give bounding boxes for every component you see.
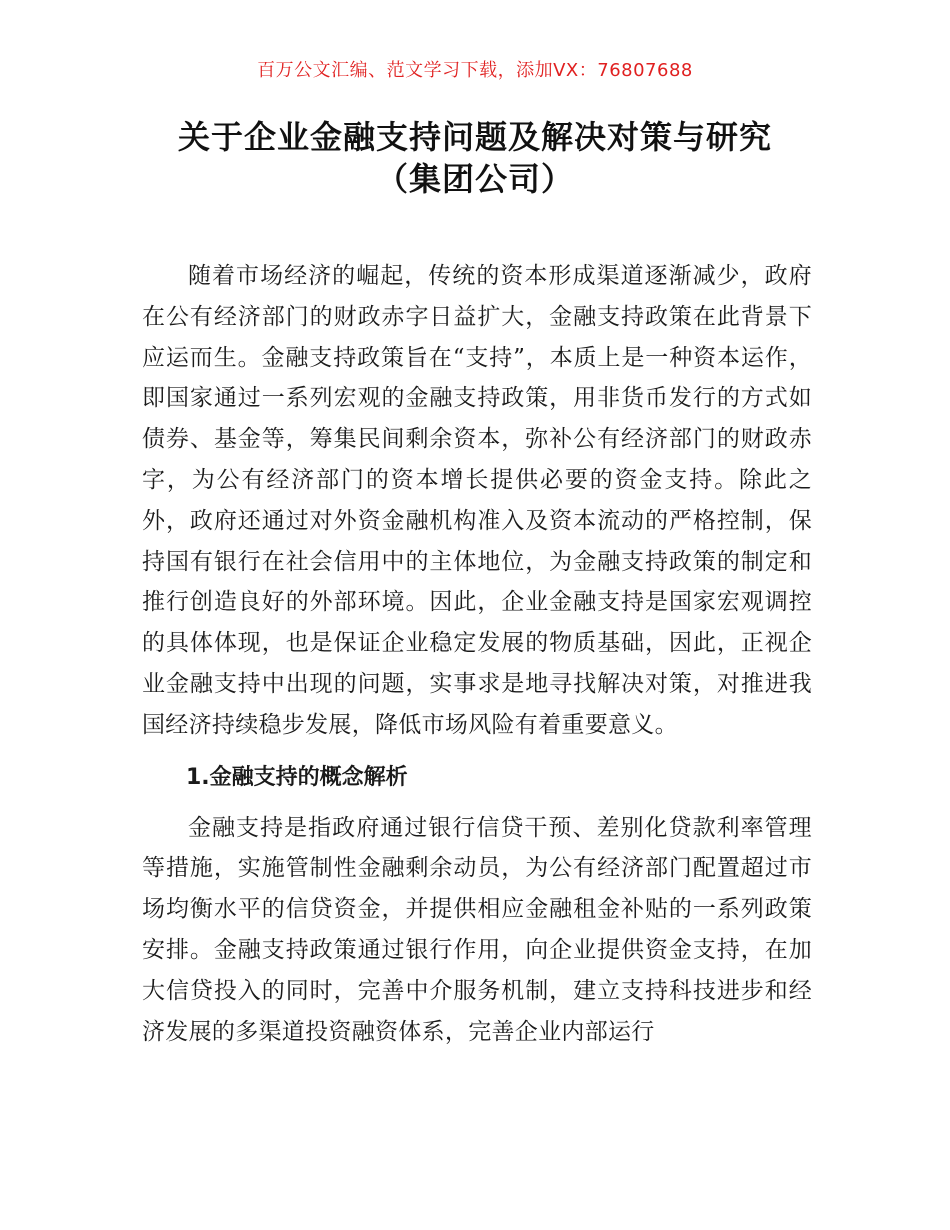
paragraph-intro: 随着市场经济的崛起，传统的资本形成渠道逐渐减少，政府在公有经济部门的财政赤字日益扩大，金融支持政策在此背景下应运而生。金融支持政策旨在“支持”，本质上是一种资本运作，即国家通过一系列宏观的金融支持政策，用非货币发行的方式如债券、基金等，筹集民间剩余资本，弥补公有经济部门的财政赤字，为公有经济部门的资本增长提供必要的资金支持。除此之外，政府还通过对外资金融机构准入及资本流动的严格控制，保持国有银行在社会信用中的主体地位，为金融支持政策的制定和推行创造良好的外部环境。因此，企业金融支持是国家宏观调控的具体体现，也是保证企业稳定发展的物质基础，因此，正视企业金融支持中出现的问题，实事求是地寻找解决对策，对推进我国经济持续稳步发展，降低市场风险有着重要意义。 <box>142 263 812 738</box>
document-subtitle: （集团公司） <box>375 160 574 198</box>
paragraph-concept: 金融支持是指政府通过银行信贷干预、差别化贷款利率管理等措施，实施管制性金融剩余动员，为公有经济部门配置超过市场均衡水平的信贷资金，并提供相应金融租金补贴的一系列政策安排。金融支持政策通过银行作用，向企业提供资金支持，在加大信贷投入的同时，完善中介服务机制，建立支持科技进步和经济发展的多渠道投资融资体系，完善企业内部运行 <box>142 814 812 1045</box>
document-title: 关于企业金融支持问题及解决对策与研究 <box>177 118 772 156</box>
document-body <box>142 256 812 1052</box>
header-notice: 百万公文汇编、范文学习下载，添加VX：76807688 <box>257 60 693 81</box>
section-heading: 1.金融支持的概念解析 <box>186 764 408 790</box>
